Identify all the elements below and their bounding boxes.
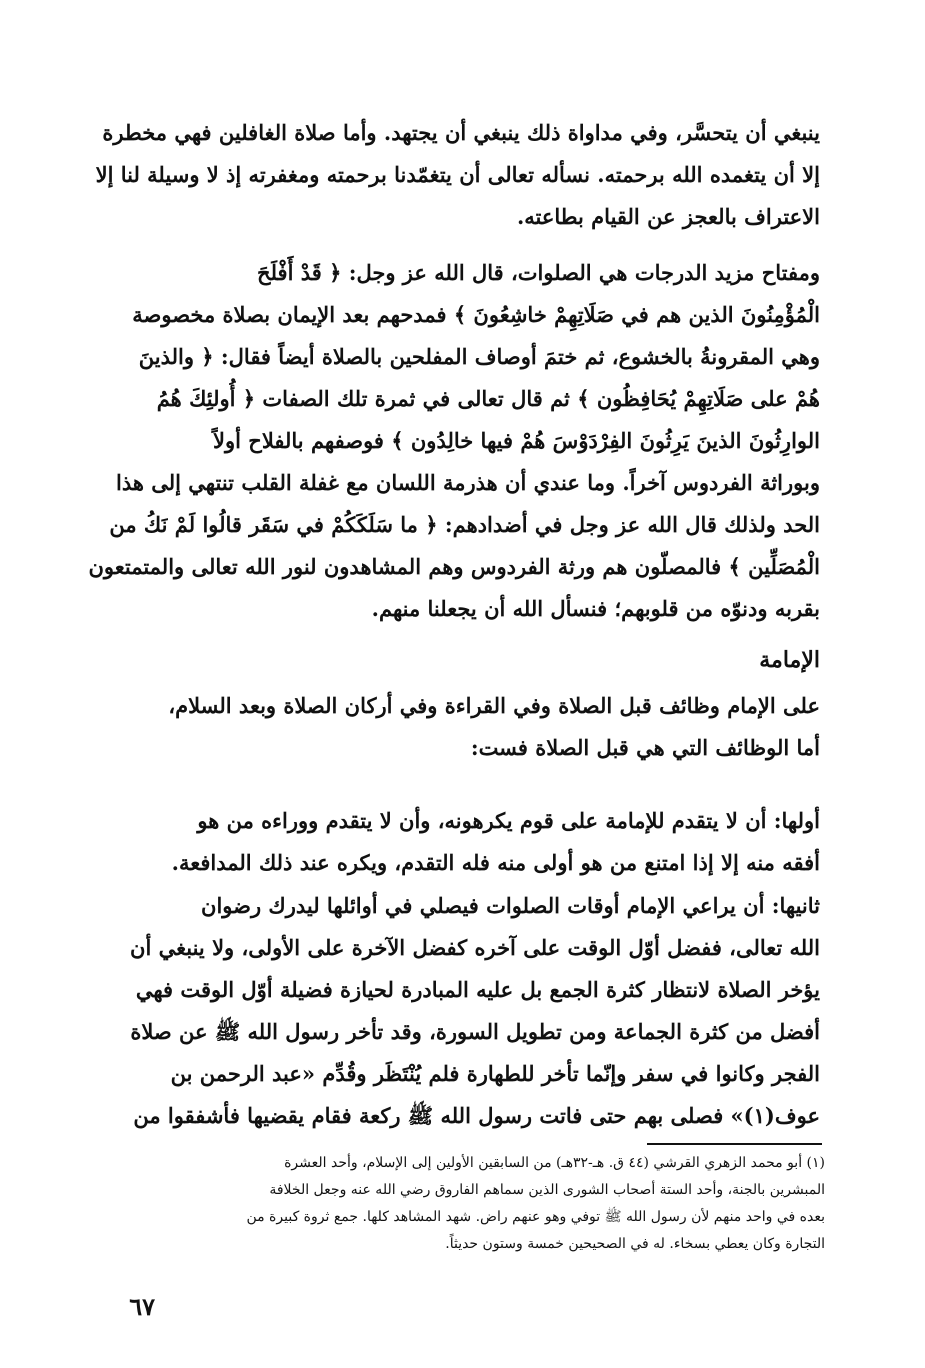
item-text: أن يراعي الإمام أوقات الصلوات فيصلي في أوائلها ليدرك رضوان: [201, 893, 772, 918]
text-line: يؤخر الصلاة لانتظار كثرة الجمع بل عليه المبادرة لحيازة فضيلة أوّل الوقت فهي: [135, 977, 820, 1002]
footnote-line: (١) أبو محمد الزهري القرشي (٤٤ ق. هـ-٣٢هـ) من السابقين الأولين إلى الإسلام، وأحد العشرة: [284, 1155, 825, 1171]
text-line: الاعتراف بالعجز عن القيام بطاعته.: [516, 204, 820, 229]
text-line: ينبغي أن يتحسَّر، وفي مداواة ذلك ينبغي أن يجتهد. وأما صلاة الغافلين فهي مخطرة: [102, 120, 820, 145]
text-line: الْمُؤْمِنُونَ الذين هم في صَلَاتِهِمْ خاشِعُونَ ﴾ فمدحهم بعد الإيمان بصلاة مخصوصة: [132, 302, 820, 327]
footnote-line: التجارة وكان يعطي بسخاء. له في الصحيحين خمسة وستون حديثاً.: [445, 1236, 825, 1252]
text-line: أفضل من كثرة الجماعة ومن تطويل السورة، وقد تأخر رسول الله ﷺ عن صلاة: [130, 1019, 820, 1044]
text-line: على الإمام وظائف قبل الصلاة وفي القراءة وفي أركان الصلاة وبعد السلام،: [168, 693, 820, 718]
text-line: الحد ولذلك قال الله عز وجل في أضدادهم: ﴿ ما سَلَكَكُمْ في سَقَر قالُوا لَمْ نَكُ من: [109, 512, 820, 537]
footnote-line: المبشرين بالجنة، وأحد الستة أصحاب الشورى الذين سماهم الفاروق رضي الله عنه وجعل الخلافة: [269, 1182, 825, 1198]
paragraph-continuation: [85, 112, 820, 238]
footnote: [80, 1150, 825, 1258]
page-number: ٦٧: [129, 1292, 155, 1321]
footnote-line: بعده في واحد منهم لأن رسول الله ﷺ توفي وهو عنهم راض. شهد المشاهد كلها. جمع ثروة كبيرة من: [246, 1209, 825, 1225]
text-line: ومفتاح مزيد الدرجات هي الصلوات، قال الله عز وجل: ﴿ قَدْ أَفْلَحَ: [257, 260, 820, 285]
section-heading: الإمامة: [759, 647, 820, 673]
text-line: الله تعالى، ففضل أوّل الوقت على آخره كفضل الآخرة على الأولى، ولا ينبغي أن: [130, 935, 820, 960]
item-text: أن لا يتقدم للإمامة على قوم يكرهونه، وأن لا يتقدم ووراءه من هو: [197, 808, 774, 833]
text-line: هُمْ على صَلَاتِهِمْ يُحَافِظُون ﴾ ثم قال تعالى في ثمرة تلك الصفات ﴿ أُولئِكَ هُمُ: [156, 386, 820, 411]
text-line: [85, 885, 820, 927]
item-lead: ثانيها:: [771, 893, 820, 918]
footnote-divider: [647, 1143, 822, 1145]
item-lead: أولها:: [773, 808, 820, 833]
text-line: أما الوظائف التي هي قبل الصلاة فست:: [470, 735, 820, 760]
text-line: وبوراثة الفردوس آخراً. وما عندي أن هذرمة اللسان مع غفلة القلب تنتهي إلى هذا: [116, 470, 820, 495]
text-line: بقربه ودنوّه من قلوبهم؛ فنسأل الله أن يجعلنا منهم.: [371, 596, 820, 621]
text-line: أفقه منه إلا إذا امتنع من هو أولى منه فله التقدم، ويكره عند ذلك المدافعة.: [171, 850, 820, 875]
paragraph-imam-duties-intro: [85, 685, 820, 769]
paragraph-prayer-degrees: [85, 252, 820, 630]
text-line: الْمُصَلِّين ﴾ فالمصلّون هم ورثة الفردوس وهم المشاهدون لنور الله تعالى والمتمتعون: [88, 554, 820, 579]
text-line: وهي المقرونةُ بالخشوع، ثم ختمَ أوصاف المفلحين بالصلاة أيضاً فقال: ﴿ والذينَ: [138, 344, 820, 369]
text-line: إلا أن يتغمده الله برحمته. نسأله تعالى أن يتغمّدنا برحمته ومغفرته إذ لا وسيلة لنا إلا: [95, 162, 820, 187]
list-item-second-duty: [85, 885, 820, 1137]
text-line: الفجر وكانوا في سفر وإنّما تأخر للطهارة فلم يُنْتَظَر وقُدِّم «عبد الرحمن بن: [170, 1061, 820, 1086]
text-line: الوارِثُونَ الذينَ يَرِثُونَ الفِرْدَوْسَ هُمْ فيها خالِدُون ﴾ فوصفهم بالفلاح أولاً: [213, 428, 820, 453]
text-line: [85, 800, 820, 842]
list-item-first-duty: [85, 800, 820, 884]
text-line: عوف(١)» فصلى بهم حتى فاتت رسول الله ﷺ ركعة فقام يقضيها فأشفقوا من: [133, 1103, 820, 1128]
